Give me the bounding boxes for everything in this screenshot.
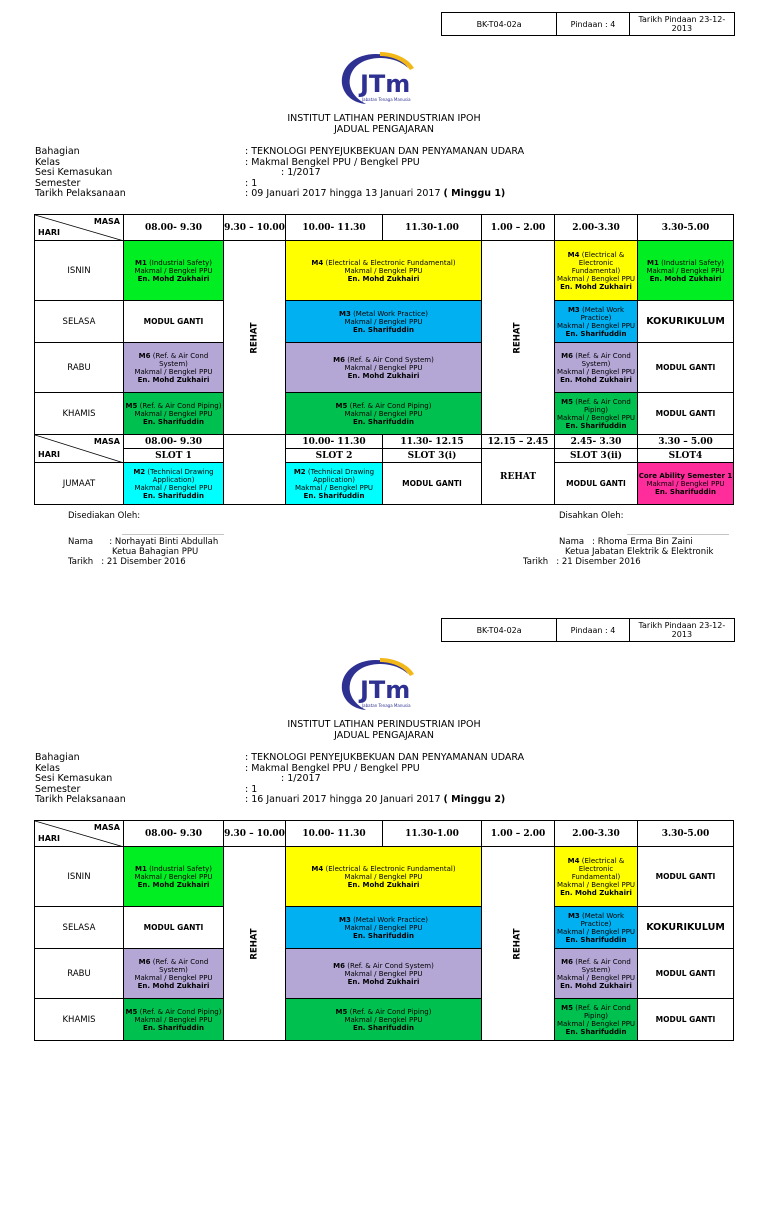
time-header: 11.30-1.00 <box>383 215 482 241</box>
logo-text: JTm <box>360 676 411 704</box>
time-header: 11.30- 12.15 <box>383 435 482 449</box>
module-cell-m5: M5 (Ref. & Air Cond Piping) Makmal / Bengkel PPU En. Sharifuddin <box>286 999 482 1041</box>
time-header: 3.30-5.00 <box>638 215 734 241</box>
jtm-logo <box>336 48 420 108</box>
doc-revision-date: Tarikh Pindaan 23-12-2013 <box>638 621 726 639</box>
module-cell-m6: M6 (Ref. & Air Cond System) Makmal / Bengkel PPU En. Mohd Zukhairi <box>286 949 482 999</box>
time-header: 2.00-3.30 <box>555 215 638 241</box>
modul-ganti-cell: MODUL GANTI <box>638 343 734 393</box>
label-tarikh: Tarikh Pelaksanaan <box>35 794 126 805</box>
value-semester: : 1 <box>245 783 258 795</box>
time-header: 10.00- 11.30 <box>286 215 383 241</box>
time-header: 2.45- 3.30 <box>555 435 638 449</box>
day-row-khamis <box>35 393 734 435</box>
module-cell-m5: M5 (Ref. & Air Cond Piping) Makmal / Bengkel PPU En. Sharifuddin <box>286 393 482 435</box>
approver-date: : 21 Disember 2016 <box>556 557 641 567</box>
module-cell-core: Core Ability Semester 1 Makmal / Bengkel PPU En. Sharifuddin <box>638 463 734 505</box>
modul-ganti-cell: MODUL GANTI <box>638 393 734 435</box>
module-cell-m3: M3 (Metal Work Practice) Makmal / Bengkel PPU En. Sharifuddin <box>555 907 638 949</box>
info-block <box>35 147 524 200</box>
module-cell-m5: M5 (Ref. & Air Cond Piping) Makmal / Bengkel PPU En. Sharifuddin <box>124 393 224 435</box>
rehat-break-cell: REHAT <box>224 241 286 435</box>
day-row-isnin <box>35 241 734 301</box>
masa-hari-corner <box>35 215 124 241</box>
document-control-box <box>441 12 735 36</box>
slot-label: SLOT 3(i) <box>383 449 482 463</box>
week-label: ( Minggu 1) <box>443 188 506 199</box>
schedule-page-week-1 <box>0 0 768 600</box>
modul-ganti-cell: MODUL GANTI <box>638 999 734 1041</box>
day-label: KHAMIS <box>35 999 124 1041</box>
module-cell-m1: M1 (Industrial Safety) Makmal / Bengkel PPU En. Mohd Zukhairi <box>638 241 734 301</box>
time-header: 9.30 – 10.00 <box>224 215 286 241</box>
value-bahagian: : TEKNOLOGI PENYEJUKBEKUAN DAN PENYAMANAN UDARA <box>245 146 525 157</box>
value-tarikh: : 16 Januari 2017 hingga 20 Januari 2017 <box>245 794 441 805</box>
masa-hari-corner <box>35 821 124 847</box>
header-row <box>35 821 734 847</box>
logo-tagline: Jabatan Tenaga Manusia <box>362 703 411 708</box>
time-header: 3.30-5.00 <box>638 821 734 847</box>
masa-hari-corner: MASA HARI <box>35 435 124 463</box>
approved-by-label: Disahkan Oleh: <box>559 511 624 521</box>
day-row-jumaat <box>35 463 734 505</box>
day-label: ISNIN <box>35 847 124 907</box>
doc-code: BK-T04-02a <box>442 619 557 641</box>
label-bahagian: Bahagian <box>35 146 80 157</box>
module-cell-m3: M3 (Metal Work Practice) Makmal / Bengkel PPU En. Sharifuddin <box>286 907 482 949</box>
hari-label: HARI <box>38 834 61 843</box>
logo-text: JTm <box>360 70 411 98</box>
day-label: RABU <box>35 343 124 393</box>
doc-code: BK-T04-02a <box>442 13 557 35</box>
day-row-rabu <box>35 949 734 999</box>
rehat-break-cell: REHAT <box>224 847 286 1041</box>
time-header: 9.30 – 10.00 <box>224 821 286 847</box>
module-cell-m4: M4 (Electrical & Electronic Fundamental) Makmal / Bengkel PPU En. Mohd Zukhairi <box>286 847 482 907</box>
value-kelas: : Makmal Bengkel PPU / Bengkel PPU <box>245 762 420 774</box>
module-cell-m2: M2 (Technical Drawing Application) Makmal / Bengkel PPU En. Sharifuddin <box>286 463 383 505</box>
preparer-date: : 21 Disember 2016 <box>101 557 186 567</box>
module-cell-m6: M6 (Ref. & Air Cond System) Makmal / Bengkel PPU En. Mohd Zukhairi <box>124 949 224 999</box>
approver-name: : Rhoma Erma Bin Zaini <box>592 537 693 547</box>
module-cell-m5: M5 (Ref. & Air Cond Piping) Makmal / Bengkel PPU En. Sharifuddin <box>555 999 638 1041</box>
time-header: 2.00-3.30 <box>555 821 638 847</box>
time-header: 12.15 – 2.45 <box>482 435 555 449</box>
empty-cell <box>224 463 286 505</box>
time-header: 08.00- 9.30 <box>124 821 224 847</box>
day-label: SELASA <box>35 907 124 949</box>
label-semester: Semester <box>35 177 81 189</box>
slot-label: SLOT4 <box>638 449 734 463</box>
kokurikulum-cell: KOKURIKULUM <box>638 907 734 949</box>
day-label: RABU <box>35 949 124 999</box>
masa-label: MASA <box>93 823 120 832</box>
document-title: JADUAL PENGAJARAN <box>334 124 434 135</box>
document-control-box <box>441 618 735 642</box>
module-cell-m2: M2 (Technical Drawing Application) Makmal / Bengkel PPU En. Sharifuddin <box>124 463 224 505</box>
modul-ganti-cell: MODUL GANTI <box>383 463 482 505</box>
slot-label: SLOT 1 <box>124 449 224 463</box>
day-row-rabu <box>35 343 734 393</box>
info-block <box>35 753 524 806</box>
module-cell-m5: M5 (Ref. & Air Cond Piping) Makmal / Bengkel PPU En. Sharifuddin <box>124 999 224 1041</box>
doc-revision: Pindaan : 4 <box>557 619 630 641</box>
time-header: 11.30-1.00 <box>383 821 482 847</box>
friday-header-row <box>35 435 734 449</box>
prepared-by-block: Disediakan Oleh: …………………………………………… Nama : Norhayati Binti Abdullah Ketua Bahagian PPU Tarikh : 21 Disember 2016 <box>68 511 224 567</box>
approved-by-block: Disahkan Oleh: …………………………………………… Nama : Rhoma Erma Bin Zaini Ketua Jabatan Elektrik & Elektronik Tarikh : 21 Disember 2016 <box>523 511 729 567</box>
empty-cell <box>224 435 286 463</box>
approver-title: Ketua Jabatan Elektrik & Elektronik <box>565 547 714 557</box>
masa-label: MASA <box>93 217 120 226</box>
value-semester: : 1 <box>245 177 258 189</box>
modul-ganti-cell: MODUL GANTI <box>638 847 734 907</box>
module-cell-m4: M4 (Electrical & Electronic Fundamental) Makmal / Bengkel PPU En. Mohd Zukhairi <box>555 241 638 301</box>
module-cell-m4: M4 (Electrical & Electronic Fundamental) Makmal / Bengkel PPU En. Mohd Zukhairi <box>555 847 638 907</box>
modul-ganti-cell: MODUL GANTI <box>638 949 734 999</box>
day-label: KHAMIS <box>35 393 124 435</box>
label-tarikh: Tarikh Pelaksanaan <box>35 188 126 199</box>
jtm-logo <box>336 654 420 714</box>
week-label: ( Minggu 2) <box>443 794 506 805</box>
hari-label: HARI <box>38 228 61 237</box>
preparer-name: : Norhayati Binti Abdullah <box>109 537 219 547</box>
slot-label: SLOT 3(ii) <box>555 449 638 463</box>
value-sesi: : 1/2017 <box>281 773 321 784</box>
module-cell-m3: M3 (Metal Work Practice) Makmal / Bengkel PPU En. Sharifuddin <box>286 301 482 343</box>
day-row-selasa <box>35 301 734 343</box>
day-label: SELASA <box>35 301 124 343</box>
time-header: 1.00 – 2.00 <box>482 215 555 241</box>
logo-tagline: Jabatan Tenaga Manusia <box>362 97 411 102</box>
institute-name: INSTITUT LATIHAN PERINDUSTRIAN IPOH <box>287 719 481 730</box>
time-header: 1.00 – 2.00 <box>482 821 555 847</box>
kokurikulum-cell: KOKURIKULUM <box>638 301 734 343</box>
module-cell-m4: M4 (Electrical & Electronic Fundamental) Makmal / Bengkel PPU En. Mohd Zukhairi <box>286 241 482 301</box>
rehat-friday: REHAT <box>482 449 555 505</box>
rehat-break-cell: REHAT <box>482 847 555 1041</box>
day-row-khamis <box>35 999 734 1041</box>
value-bahagian: : TEKNOLOGI PENYEJUKBEKUAN DAN PENYAMANAN UDARA <box>245 752 525 763</box>
schedule-page-week-2 <box>0 606 768 1206</box>
module-cell-m6: M6 (Ref. & Air Cond System) Makmal / Bengkel PPU En. Mohd Zukhairi <box>555 343 638 393</box>
timetable-week-1 <box>34 214 734 505</box>
signature-line: …………………………………………… <box>627 530 729 537</box>
value-tarikh: : 09 Januari 2017 hingga 13 Januari 2017 <box>245 188 441 199</box>
module-cell-m6: M6 (Ref. & Air Cond System) Makmal / Bengkel PPU En. Mohd Zukhairi <box>286 343 482 393</box>
label-sesi: Sesi Kemasukan <box>35 773 113 784</box>
day-row-selasa <box>35 907 734 949</box>
preparer-title: Ketua Bahagian PPU <box>112 547 199 557</box>
module-cell-m1: M1 (Industrial Safety) Makmal / Bengkel PPU En. Mohd Zukhairi <box>124 847 224 907</box>
label-bahagian: Bahagian <box>35 752 80 763</box>
day-row-isnin <box>35 847 734 907</box>
institute-name: INSTITUT LATIHAN PERINDUSTRIAN IPOH <box>287 113 481 124</box>
value-sesi: : 1/2017 <box>281 167 321 178</box>
label-kelas: Kelas <box>35 156 61 168</box>
time-header: 08.00- 9.30 <box>124 435 224 449</box>
prepared-by-label: Disediakan Oleh: <box>68 511 141 521</box>
doc-revision-date: Tarikh Pindaan 23-12-2013 <box>638 15 726 33</box>
timetable-week-2 <box>34 820 734 1041</box>
day-label: ISNIN <box>35 241 124 301</box>
modul-ganti-cell: MODUL GANTI <box>555 463 638 505</box>
header-row <box>35 215 734 241</box>
module-cell-m6: M6 (Ref. & Air Cond System) Makmal / Bengkel PPU En. Mohd Zukhairi <box>124 343 224 393</box>
slot-label: SLOT 2 <box>286 449 383 463</box>
time-header: 08.00- 9.30 <box>124 215 224 241</box>
day-label: JUMAAT <box>35 463 124 505</box>
label-sesi: Sesi Kemasukan <box>35 167 113 178</box>
module-cell-m1: M1 (Industrial Safety) Makmal / Bengkel PPU En. Mohd Zukhairi <box>124 241 224 301</box>
rehat-break-cell: REHAT <box>482 241 555 435</box>
signature-line: …………………………………………… <box>122 530 224 537</box>
module-cell-m6: M6 (Ref. & Air Cond System) Makmal / Bengkel PPU En. Mohd Zukhairi <box>555 949 638 999</box>
modul-ganti-cell: MODUL GANTI <box>124 301 224 343</box>
module-cell-m5: M5 (Ref. & Air Cond Piping) Makmal / Bengkel PPU En. Sharifuddin <box>555 393 638 435</box>
module-cell-m3: M3 (Metal Work Practice) Makmal / Bengkel PPU En. Sharifuddin <box>555 301 638 343</box>
time-header: 3.30 – 5.00 <box>638 435 734 449</box>
doc-revision: Pindaan : 4 <box>557 13 630 35</box>
time-header: 10.00- 11.30 <box>286 821 383 847</box>
value-kelas: : Makmal Bengkel PPU / Bengkel PPU <box>245 156 420 168</box>
modul-ganti-cell: MODUL GANTI <box>124 907 224 949</box>
slot-row <box>35 449 734 463</box>
label-semester: Semester <box>35 783 81 795</box>
time-header: 10.00- 11.30 <box>286 435 383 449</box>
label-kelas: Kelas <box>35 762 61 774</box>
document-title: JADUAL PENGAJARAN <box>334 730 434 741</box>
